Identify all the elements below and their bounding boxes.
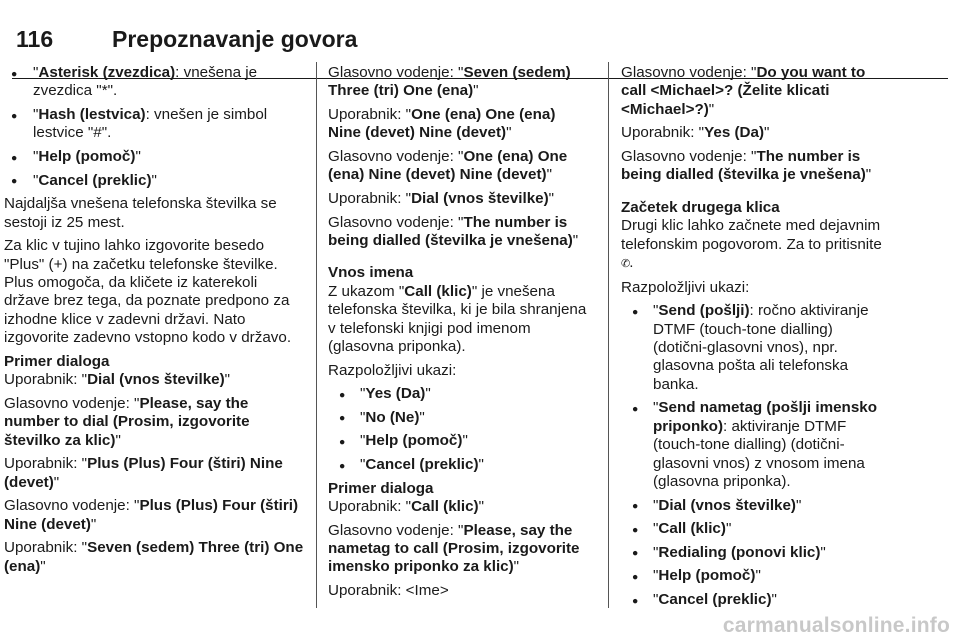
- command-description: : vnešen je simbol lestvice "#".: [33, 106, 268, 142]
- command-list: [4, 64, 304, 190]
- phone-pickup-icon: ✆: [621, 258, 630, 271]
- dialog-line: Uporabnik: "Dial (vnos številke)": [4, 371, 231, 389]
- dialog-line: Uporabnik: <Ime>: [328, 582, 449, 599]
- dialog-line: Glasovno vodenje: "Plus (Plus) Four (štiri) Nine (devet)": [4, 497, 299, 533]
- section-heading: Primer dialoga: [328, 479, 434, 497]
- command-name: Cancel (preklic): [38, 171, 152, 189]
- command-list: [328, 385, 588, 474]
- dialog-line: Glasovno vodenje: "One (ena) One (ena) Nine (devet) Nine (devet)": [328, 148, 568, 184]
- dialog-line: Uporabnik: "Yes (Da)": [621, 124, 770, 142]
- list-item: ● "Cancel (preklic)": [328, 456, 588, 474]
- command-description: : vnešena je zvezdica "*".: [33, 64, 258, 100]
- list-item: ● "Send (pošlji): ročno aktiviranje DTMF (touch-tone dialling) (dotični-glasovni vnos), npr. glasovna pošta ali telefonska banka.: [621, 302, 891, 394]
- list-item: ● "Cancel (preklic)": [4, 172, 304, 190]
- dialog-line: Uporabnik: "Plus (Plus) Four (štiri) Nine (devet)": [4, 455, 283, 491]
- paragraph: Najdaljša vnešena telefonska številka se sestoji iz 25 mest.: [4, 195, 277, 231]
- list-item: ● "Help (pomoč)": [621, 567, 891, 585]
- section-heading: Primer dialoga: [4, 352, 110, 370]
- dialog-line: Uporabnik: "Dial (vnos številke)": [328, 190, 555, 207]
- list-item: ● "Yes (Da)": [328, 385, 588, 403]
- list-item: ● "Help (pomoč)": [4, 148, 304, 166]
- dialog-line: Glasovno vodenje: "Please, say the number to dial (Prosim, izgovorite številko za klic)": [4, 394, 250, 449]
- list-item: ● "Hash (lestvica): vnešen je simbol lestvice "#".: [4, 106, 304, 143]
- paragraph: Razpoložljivi ukazi:: [621, 278, 750, 296]
- paragraph: Z ukazom "Call (klic)" je vnešena telefonska številka, ki je bila shranjena v telefonski knjigi pod imenom (glasovna priponka).: [328, 282, 587, 356]
- dialog-line: Uporabnik: "One (ena) One (ena) Nine (devet) Nine (devet)": [328, 106, 556, 142]
- paragraph: Za klic v tujino lahko izgovorite besedo "Plus" (+) na začetku telefonske številke. Plus omogoča, da kličete iz katerekoli države brez tega, da poznate predpono za izhodne klice v zadevni državi. Nato izgovorite zadevno vstopno kodo v državo.: [4, 237, 292, 347]
- list-item: ● "Help (pomoč)": [328, 432, 588, 450]
- dialog-line: Uporabnik: "Seven (sedem) Three (tri) One (ena)": [4, 539, 304, 575]
- list-item: ● "Call (klic)": [621, 520, 891, 538]
- command-name: Help (pomoč): [38, 148, 136, 165]
- command-name: Asterisk (zvezdica): [38, 64, 176, 81]
- list-item: ● "No (Ne)": [328, 409, 588, 427]
- watermark: carmanualsonline.info: [722, 614, 950, 637]
- paragraph: Razpoložljivi ukazi:: [328, 361, 457, 379]
- dialog-line: Glasovno vodenje: "The number is being dialled (številka je vnešena)": [328, 213, 579, 249]
- page-header: [0, 26, 960, 56]
- column-1: [4, 64, 304, 581]
- paragraph: Drugi klic lahko začnete med dejavnim telefonskim pogovorom. Za to pritisnite ✆.: [621, 217, 882, 272]
- command-name: Hash (lestvica): [38, 106, 146, 123]
- dialog-line: Glasovno vodenje: "Please, say the nametag to call (Prosim, izgovorite imensko priponko za klic)": [328, 521, 580, 576]
- column-divider: [316, 62, 317, 608]
- dialog-line: Uporabnik: "Call (klic)": [328, 498, 485, 515]
- page-number: 116: [16, 26, 54, 52]
- list-item: ● "Cancel (preklic)": [621, 591, 891, 609]
- dialog-line: Glasovno vodenje: "Do you want to call <Michael>? (Želite klicati <Michael>?)": [621, 64, 866, 118]
- column-divider: [608, 62, 609, 608]
- column-3: [621, 64, 891, 615]
- section-heading: Vnos imena: [328, 264, 414, 282]
- column-2: [328, 64, 588, 606]
- list-item: ● "Dial (vnos številke)": [621, 497, 891, 515]
- page-title: Prepoznavanje govora: [112, 26, 358, 52]
- command-list: [621, 302, 891, 609]
- list-item: ● "Redialing (ponovi klic)": [621, 544, 891, 562]
- dialog-line: Glasovno vodenje: "The number is being dialled (številka je vnešena)": [621, 148, 872, 184]
- section-heading: Začetek drugega klica: [621, 198, 780, 216]
- dialog-line: Glasovno vodenje: "Seven (sedem) Three (tri) One (ena)": [328, 64, 571, 100]
- list-item: ● "Asterisk (zvezdica): vnešena je zvezdica "*".: [4, 64, 304, 101]
- list-item: ● "Send nametag (pošlji imensko priponko): aktiviranje DTMF (touch-tone dialling) (dotični-glasovni vnos) z vnosom imena (glasovna priponka).: [621, 399, 891, 491]
